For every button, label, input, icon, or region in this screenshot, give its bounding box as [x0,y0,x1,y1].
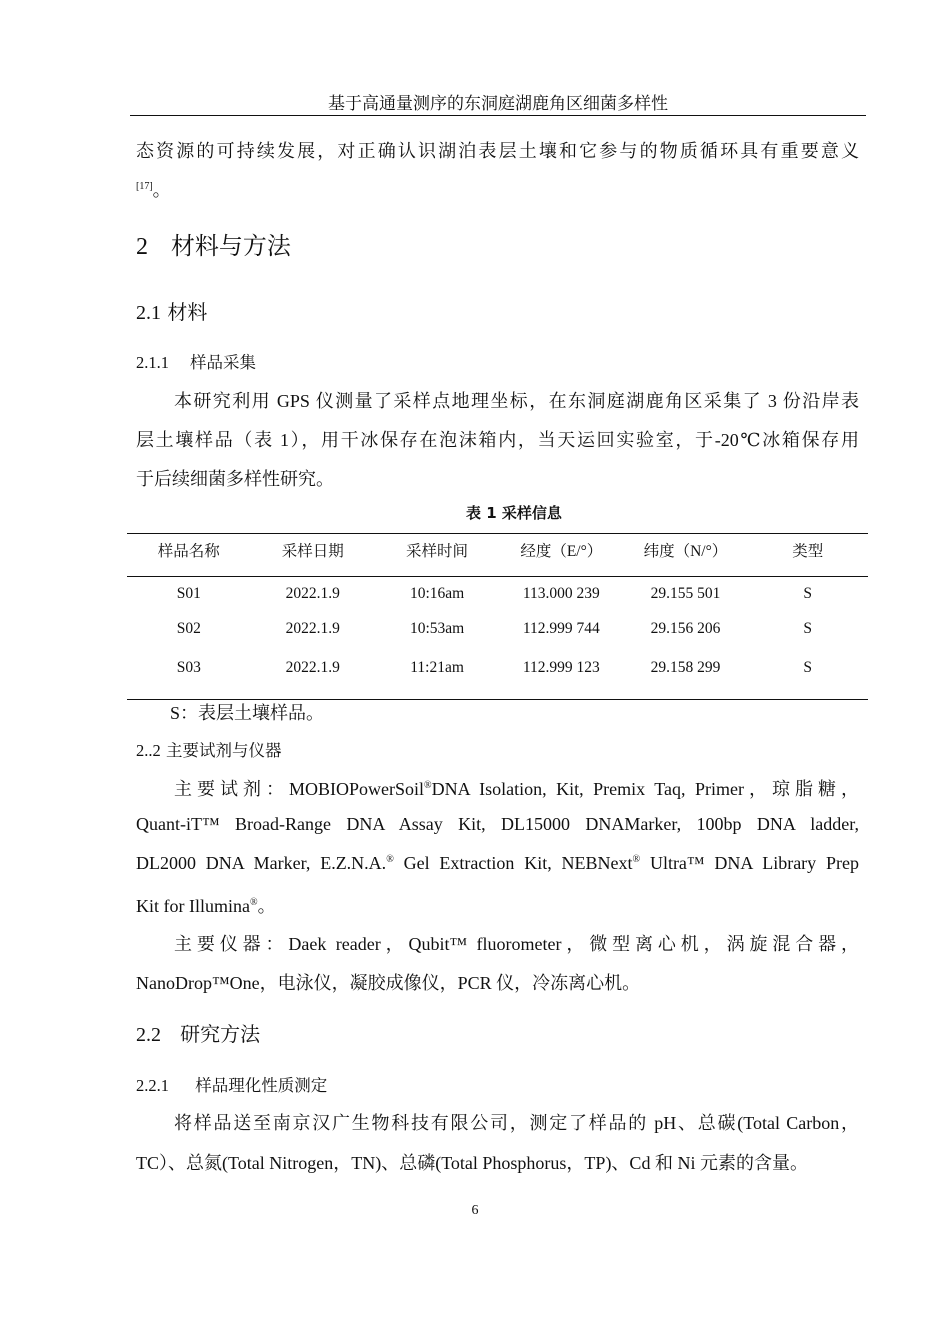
section-title: 研究方法 [180,1022,261,1046]
section-number: 2..2 [136,741,161,760]
table-cell: S [803,585,813,602]
table-cell: 112.999 123 [522,658,600,676]
table-cell: 29.155 501 [650,585,721,602]
intro-line-1: 态资源的可持续发展，对正确认识湖泊表层土壤和它参与的物质循环具有重要意义 [136,141,859,161]
text-run: 主要试剂：MOBIOPowerSoil [174,779,425,799]
section-number: 2.1.1 [136,353,169,372]
table-cell: 10:53am [409,619,465,637]
reagents-line-4 [136,892,276,918]
column-header: 样品名称 [157,543,220,560]
registered-mark: ® [632,854,641,865]
section-title: 样品理化性质测定 [195,1076,328,1095]
table-cell: 11:21am [410,658,464,676]
running-header: 基于高通量测序的东洞庭湖鹿角区细菌多样性 [328,94,668,113]
intro-line-2 [136,176,171,202]
paragraph-line: 将样品送至南京汉广生物科技有限公司，测定了样品的 pH、总碳(Total Carbon， [174,1113,859,1133]
table-cell: 29.156 206 [650,619,721,637]
reagents-line-1 [174,775,859,801]
section-heading-2-1 [136,296,207,325]
table-row [127,655,868,700]
text-run: DNA Isolation, Kit, Premix Taq, Primer，琼脂糖， [431,779,859,799]
column-header: 类型 [792,543,824,560]
paragraph-line: 层土壤样品（表 1），用干冰保存在泡沫箱内，当天运回实验室，于-20℃冰箱保存用 [136,430,859,450]
table-note: S：表层土壤样品。 [170,703,325,723]
table-cell: 29.158 299 [650,658,721,676]
section-title: 主要试剂与仪器 [166,741,282,760]
section-number: 2.2 [136,1024,161,1046]
column-header: 经度（E/°） [520,543,603,560]
table-cell: 113.000 239 [522,585,600,602]
page-number: 6 [471,1203,479,1218]
column-header: 采样日期 [281,543,344,560]
table-cell: S01 [176,585,201,602]
header-rule [130,115,866,116]
paragraph-line: 本研究利用 GPS 仪测量了采样点地理坐标，在东洞庭湖鹿角区采集了 3 份沿岸表 [174,391,859,411]
registered-mark: ® [386,854,394,865]
column-header: 纬度（N/°） [643,543,728,560]
registered-mark: ® [249,897,258,908]
reagents-line-3 [136,853,859,874]
table-row [127,616,868,655]
text-run: Gel Extraction Kit, NEBNext [393,853,633,873]
section-title: 材料与方法 [170,232,291,260]
section-title: 材料 [167,300,208,324]
section-heading-reagents [136,737,282,761]
text-run: Ultra™ DNA Library Prep [640,853,859,873]
section-heading-2-1-1 [136,349,256,373]
table-cell: 2022.1.9 [285,658,340,676]
table-cell: S [803,619,813,637]
instruments-line-2: NanoDrop™One，电泳仪，凝胶成像仪，PCR 仪，冷冻离心机。 [136,973,641,993]
section-heading-2-2-1 [136,1072,327,1096]
instruments-line-1: 主要仪器：Daek reader，Qubit™ fluorometer，微型离心机，涡旋混合器， [174,934,859,954]
table-cell: 10:16am [409,585,465,602]
section-number: 2.1 [136,302,161,324]
table-row [127,577,868,616]
section-title: 样品采集 [189,353,256,372]
section-number: 2 [136,234,148,260]
section-number: 2.2.1 [136,1076,169,1095]
table-header-row [127,534,868,577]
table-cell: S02 [176,619,201,637]
citation: [17] [136,181,153,192]
table-cell: S03 [176,658,201,676]
paragraph-line: 于后续细菌多样性研究。 [136,469,334,489]
text-run: DL2000 DNA Marker, E.Z.N.A. [136,853,387,873]
table-cell: S [803,658,813,676]
reagents-line-2: Quant-iT™ Broad-Range DNA Assay Kit, DL15000 DNAMarker, 100bp DNA ladder, [136,814,859,834]
table-cell: 2022.1.9 [285,619,340,637]
text-run: Kit for Illumina [136,896,250,916]
section-heading-2-2 [136,1018,260,1047]
table-cell: 2022.1.9 [285,585,340,602]
sampling-table [127,533,868,700]
table-cell: 112.999 744 [522,619,600,637]
column-header: 采样时间 [406,543,469,560]
registered-mark: ® [424,780,432,791]
table-caption: 表 1 采样信息 [466,504,562,522]
intro-line-end: 。 [152,180,171,200]
paragraph-line: TC）、总氮(Total Nitrogen，TN)、总磷(Total Phosphorus，TP)、Cd 和 Ni 元素的含量。 [136,1153,808,1173]
text-run: 。 [257,896,276,916]
section-heading-2 [136,226,291,261]
